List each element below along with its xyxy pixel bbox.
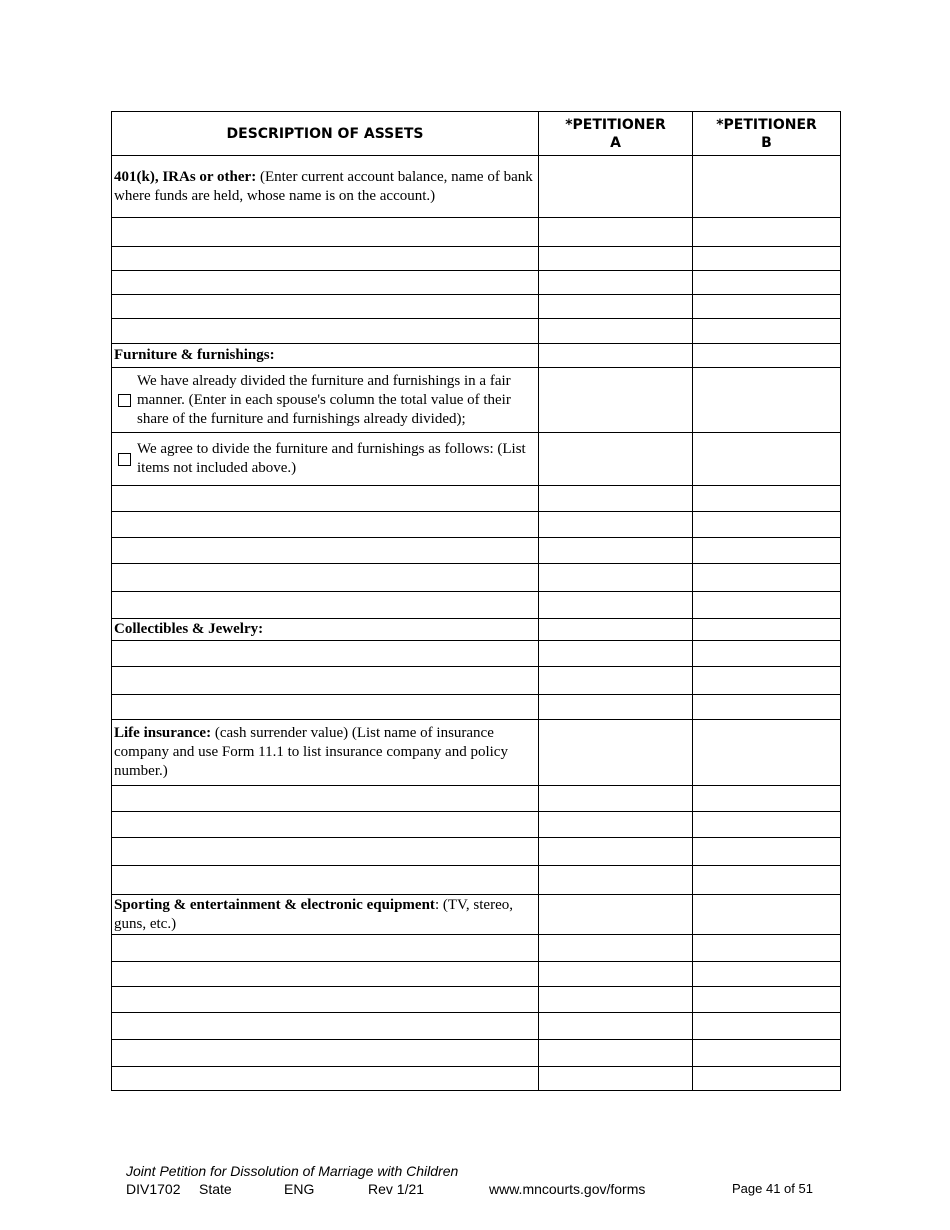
petitioner-b-cell[interactable]	[693, 512, 841, 538]
petitioner-a-cell[interactable]	[539, 838, 693, 866]
description-cell[interactable]	[112, 935, 539, 962]
petitioner-b-cell[interactable]	[693, 619, 841, 641]
petitioner-a-cell[interactable]	[539, 812, 693, 838]
petitioner-a-cell[interactable]	[539, 962, 693, 987]
petitioner-a-cell[interactable]	[539, 619, 693, 641]
petitioner-a-cell[interactable]	[539, 987, 693, 1013]
description-cell[interactable]	[112, 218, 539, 247]
petitioner-a-cell[interactable]	[539, 1040, 693, 1067]
petitioner-b-cell[interactable]	[693, 319, 841, 344]
petitioner-a-cell[interactable]	[539, 433, 693, 486]
furniture-divided-checkbox[interactable]	[118, 394, 131, 407]
furniture-agree-checkbox[interactable]	[118, 453, 131, 466]
collectibles-heading: Collectibles & Jewelry:	[112, 619, 539, 641]
petitioner-b-cell[interactable]	[693, 720, 841, 786]
petitioner-b-cell[interactable]	[693, 935, 841, 962]
petitioner-a-cell[interactable]	[539, 319, 693, 344]
sporting-label: Sporting & entertainment & electronic equipment: (TV, stereo, guns, etc.)	[112, 895, 539, 935]
petitioner-b-cell[interactable]	[693, 1040, 841, 1067]
petitioner-b-cell[interactable]	[693, 271, 841, 295]
description-cell[interactable]	[112, 1040, 539, 1067]
petitioner-b-cell[interactable]	[693, 592, 841, 619]
assets-table	[111, 111, 841, 1091]
petitioner-b-cell[interactable]	[693, 987, 841, 1013]
petitioner-a-cell[interactable]	[539, 895, 693, 935]
furniture-option-agree	[112, 433, 539, 486]
page-number: Page 41 of 51	[732, 1181, 813, 1196]
description-cell[interactable]	[112, 838, 539, 866]
furniture-option-divided	[112, 368, 539, 433]
furniture-heading: Furniture & furnishings:	[112, 344, 539, 368]
retirement-label: 401(k), IRAs or other: (Enter current account balance, name of bank where funds are held, whose name is on the account.)	[112, 156, 539, 218]
petitioner-b-cell[interactable]	[693, 295, 841, 319]
furniture-divided-label: We have already divided the furniture and furnishings in a fair manner. (Enter in each spouse's column the total value of their share of the furniture and furnishings already divided);	[137, 372, 511, 427]
petitioner-a-cell[interactable]	[539, 641, 693, 667]
petitioner-a-cell[interactable]	[539, 1067, 693, 1091]
description-cell[interactable]	[112, 987, 539, 1013]
petitioner-b-cell[interactable]	[693, 962, 841, 987]
petitioner-b-cell[interactable]	[693, 812, 841, 838]
furniture-agree-label: We agree to divide the furniture and furnishings as follows: (List items not included above.)	[137, 441, 526, 476]
revision-date: Rev 1/21	[368, 1181, 425, 1197]
petitioner-b-cell[interactable]	[693, 838, 841, 866]
petitioner-a-cell[interactable]	[539, 218, 693, 247]
description-cell[interactable]	[112, 641, 539, 667]
petitioner-b-cell[interactable]	[693, 218, 841, 247]
petitioner-a-cell[interactable]	[539, 720, 693, 786]
language-code: ENG	[284, 1181, 315, 1197]
petitioner-a-cell[interactable]	[539, 156, 693, 218]
petitioner-a-cell[interactable]	[539, 486, 693, 512]
description-cell[interactable]	[112, 812, 539, 838]
petitioner-a-cell[interactable]	[539, 247, 693, 271]
petitioner-a-cell[interactable]	[539, 368, 693, 433]
description-cell[interactable]	[112, 695, 539, 720]
petitioner-a-cell[interactable]	[539, 786, 693, 812]
petitioner-b-cell[interactable]	[693, 786, 841, 812]
description-cell[interactable]	[112, 538, 539, 564]
life-insurance-label: Life insurance: (cash surrender value) (List name of insurance company and use Form 11.1 to list insurance company and policy number.)	[112, 720, 539, 786]
description-cell[interactable]	[112, 486, 539, 512]
petitioner-b-cell[interactable]	[693, 433, 841, 486]
header-petitioner-b: *PETITIONER B	[693, 112, 841, 156]
header-petitioner-a: *PETITIONER A	[539, 112, 693, 156]
form-title: Joint Petition for Dissolution of Marriage with Children	[126, 1163, 459, 1179]
petitioner-a-cell[interactable]	[539, 538, 693, 564]
petitioner-a-cell[interactable]	[539, 295, 693, 319]
description-cell[interactable]	[112, 866, 539, 895]
description-cell[interactable]	[112, 564, 539, 592]
description-cell[interactable]	[112, 247, 539, 271]
petitioner-b-cell[interactable]	[693, 641, 841, 667]
petitioner-b-cell[interactable]	[693, 695, 841, 720]
description-cell[interactable]	[112, 1013, 539, 1040]
form-id: DIV1702	[126, 1181, 181, 1197]
petitioner-a-cell[interactable]	[539, 935, 693, 962]
petitioner-b-cell[interactable]	[693, 156, 841, 218]
petitioner-b-cell[interactable]	[693, 368, 841, 433]
petitioner-a-cell[interactable]	[539, 667, 693, 695]
petitioner-b-cell[interactable]	[693, 667, 841, 695]
petitioner-b-cell[interactable]	[693, 1067, 841, 1091]
petitioner-a-cell[interactable]	[539, 592, 693, 619]
petitioner-b-cell[interactable]	[693, 538, 841, 564]
petitioner-a-cell[interactable]	[539, 695, 693, 720]
description-cell[interactable]	[112, 295, 539, 319]
petitioner-a-cell[interactable]	[539, 344, 693, 368]
petitioner-b-cell[interactable]	[693, 486, 841, 512]
petitioner-b-cell[interactable]	[693, 1013, 841, 1040]
petitioner-b-cell[interactable]	[693, 344, 841, 368]
petitioner-b-cell[interactable]	[693, 247, 841, 271]
petitioner-a-cell[interactable]	[539, 866, 693, 895]
description-cell[interactable]	[112, 319, 539, 344]
petitioner-a-cell[interactable]	[539, 564, 693, 592]
petitioner-a-cell[interactable]	[539, 1013, 693, 1040]
header-description: DESCRIPTION OF ASSETS	[112, 112, 539, 156]
page-footer	[126, 1162, 826, 1198]
petitioner-a-cell[interactable]	[539, 271, 693, 295]
footer-info-row	[126, 1180, 826, 1198]
petitioner-b-cell[interactable]	[693, 564, 841, 592]
description-cell[interactable]	[112, 786, 539, 812]
petitioner-b-cell[interactable]	[693, 895, 841, 935]
forms-website-link[interactable]: www.mncourts.gov/forms	[489, 1181, 646, 1197]
description-cell[interactable]	[112, 271, 539, 295]
description-cell[interactable]	[112, 667, 539, 695]
court-type: State	[199, 1181, 232, 1197]
petitioner-a-cell[interactable]	[539, 512, 693, 538]
description-cell[interactable]	[112, 962, 539, 987]
description-cell[interactable]	[112, 592, 539, 619]
description-cell[interactable]	[112, 512, 539, 538]
description-cell[interactable]	[112, 1067, 539, 1091]
petitioner-b-cell[interactable]	[693, 866, 841, 895]
